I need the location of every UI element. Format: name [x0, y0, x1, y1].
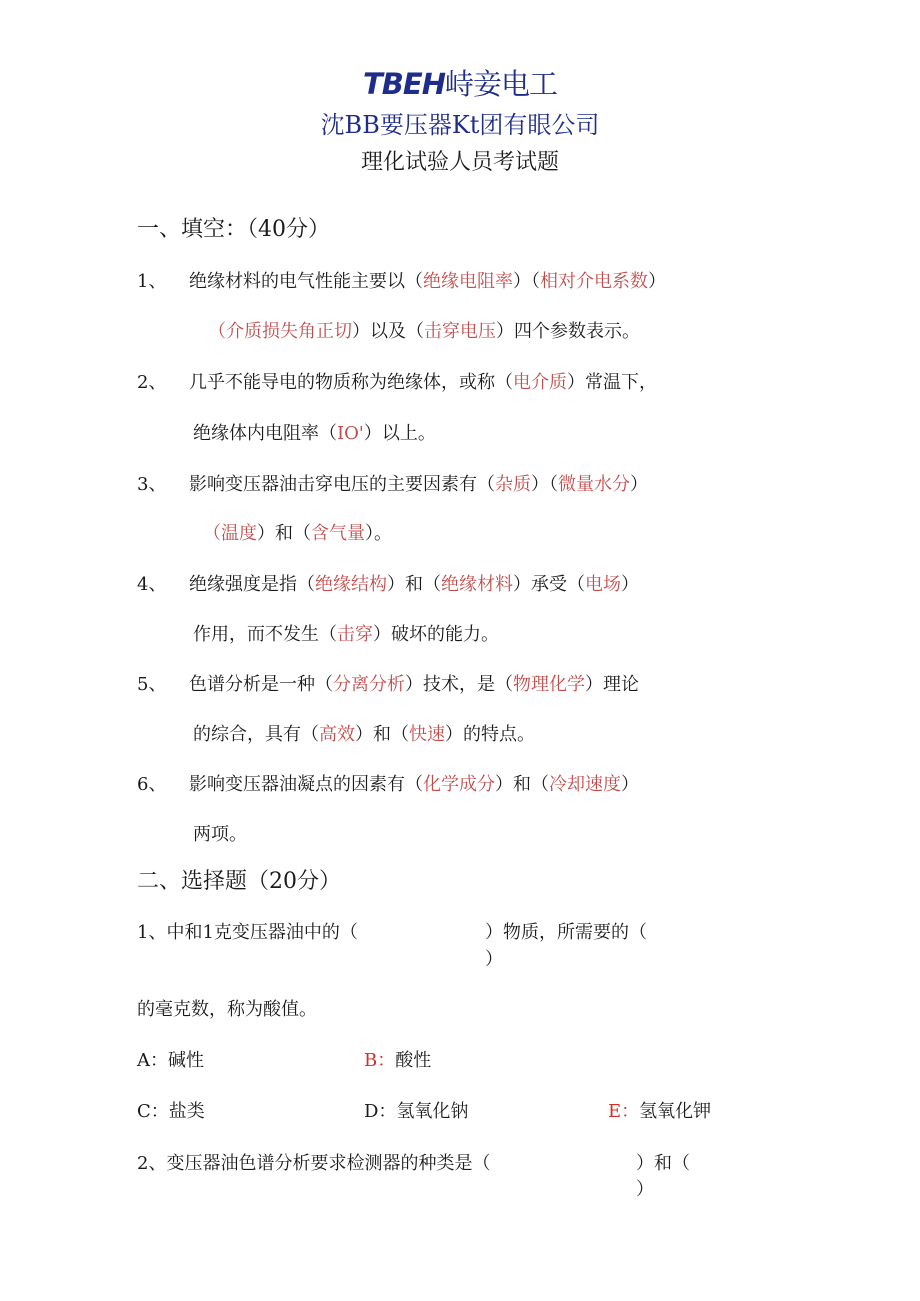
choice-question-line: 的毫克数，称为酸值。	[137, 999, 317, 1020]
answer: 击穿电压	[424, 321, 496, 342]
question-line: 几乎不能导电的物质称为绝缘体，或称（电介质）常温下，	[189, 372, 657, 393]
question-line: 绝缘体内电阻率（IO'）以上。	[193, 423, 436, 444]
answer: 化学成分	[423, 774, 495, 795]
question-line: 绝缘强度是指（绝缘结构）和（绝缘材料）承受（电场）	[189, 574, 639, 595]
answer: 分离分析	[333, 674, 405, 695]
option-c: C：盐类	[137, 1101, 205, 1122]
option-e: E：氢氧化钾	[608, 1101, 712, 1122]
question-line: 色谱分析是一种（分离分析）技术，是（物理化学）理论	[189, 674, 639, 695]
question-line: 作用，而不发生（击穿）破坏的能力。	[193, 624, 499, 645]
logo-cjk: 峙妾电工	[444, 67, 557, 101]
answer: 高效	[319, 724, 355, 745]
choice-question-line: 1、中和1克变压器油中的（	[137, 922, 358, 943]
choice-question-line: ）和（	[636, 1153, 690, 1174]
answer: 绝缘电阻率	[423, 271, 513, 292]
question-line: 影响变压器油凝点的因素有（化学成分）和（冷却速度）	[189, 774, 639, 795]
answer: IO'	[337, 423, 364, 444]
answer: 物理化学	[513, 674, 585, 695]
company-name: 沈BB要压器Kt团有眼公司	[320, 111, 600, 139]
answer: 介质损失角正切	[226, 321, 352, 342]
answer: 杂质	[495, 474, 531, 495]
logo-latin: TBEH	[363, 67, 445, 101]
question-number: 5、	[137, 674, 167, 695]
answer: 绝缘材料	[441, 574, 513, 595]
question-line: 的综合，具有（高效）和（快速）的特点。	[193, 724, 535, 745]
answer: 含气量	[311, 523, 365, 544]
answer: 绝缘结构	[315, 574, 387, 595]
question-line: 影响变压器油击穿电压的主要因素有（杂质）（微量水分）	[189, 474, 648, 495]
choice-question-line: ）物质，所需要的（	[485, 922, 647, 943]
answer: 冷却速度	[549, 774, 621, 795]
section-heading-multiple-choice: 二、选择题（20分）	[137, 869, 341, 894]
answer: 微量水分	[558, 474, 630, 495]
choice-question-line: 2、变压器油色谱分析要求检测器的种类是（	[137, 1153, 491, 1174]
choice-question-line: ）	[636, 1179, 654, 1200]
company-logo	[0, 62, 920, 103]
question-number: 4、	[137, 574, 167, 595]
question-line: 绝缘材料的电气性能主要以（绝缘电阻率）（相对介电系数）	[189, 271, 666, 292]
section-heading-fill-blank: 一、填空：（40分）	[137, 217, 330, 242]
option-d: D：氢氧化钠	[364, 1101, 469, 1122]
question-number: 3、	[137, 474, 167, 495]
answer: 电介质	[513, 372, 567, 393]
option-a: A：碱性	[137, 1050, 204, 1071]
question-number: 2、	[137, 372, 167, 393]
choice-question-line: ）	[485, 949, 503, 970]
question-line: （介质损失角正切）以及（击穿电压）四个参数表示。	[208, 321, 640, 342]
option-b: B：酸性	[364, 1050, 432, 1071]
question-number: 6、	[137, 774, 167, 795]
answer: 快速	[409, 724, 445, 745]
question-line: 两项。	[193, 824, 247, 845]
answer: 电场	[585, 574, 621, 595]
question-number: 1、	[137, 271, 167, 292]
question-line: （温度）和（含气量）。	[203, 523, 392, 544]
exam-title: 理化试验人员考试题	[360, 150, 559, 175]
answer: 温度	[221, 523, 257, 544]
answer: 相对介电系数	[540, 271, 648, 292]
answer: 击穿	[337, 624, 373, 645]
